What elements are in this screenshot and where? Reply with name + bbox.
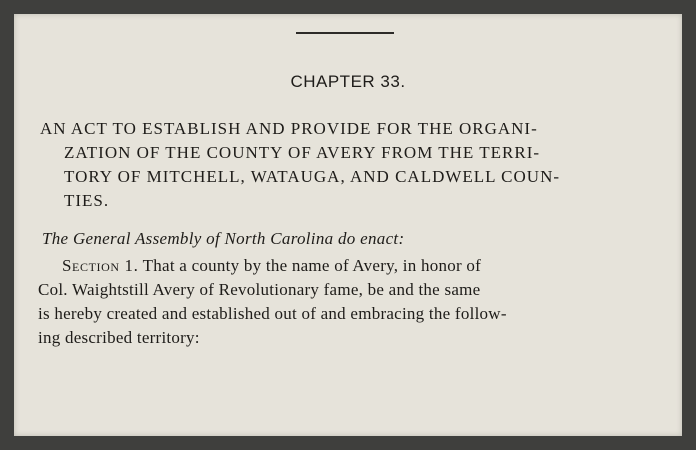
act-title-line: AN ACT TO ESTABLISH AND PROVIDE FOR THE ORGANI- bbox=[40, 119, 538, 138]
section-label: Section 1. bbox=[62, 256, 139, 275]
document-page bbox=[14, 14, 682, 436]
act-title-line: TIES. bbox=[64, 191, 110, 210]
act-title-line: TORY OF MITCHELL, WATAUGA, AND CALDWELL COUN- bbox=[64, 167, 561, 186]
section-1-paragraph bbox=[38, 254, 668, 350]
top-rule bbox=[296, 32, 394, 34]
enacting-clause: The General Assembly of North Carolina do enact: bbox=[42, 229, 405, 248]
section-line bbox=[38, 254, 668, 278]
act-title bbox=[40, 117, 660, 213]
section-line-text: That a county by the name of Avery, in honor of bbox=[138, 256, 482, 275]
section-line: ing described territory: bbox=[38, 328, 200, 347]
act-title-line: ZATION OF THE COUNTY OF AVERY FROM THE TERRI- bbox=[64, 143, 541, 162]
section-line: is hereby created and established out of and embracing the follow- bbox=[38, 304, 507, 323]
section-line: Col. Waightstill Avery of Revolutionary fame, be and the same bbox=[38, 280, 481, 299]
chapter-heading: CHAPTER 33. bbox=[290, 72, 406, 91]
